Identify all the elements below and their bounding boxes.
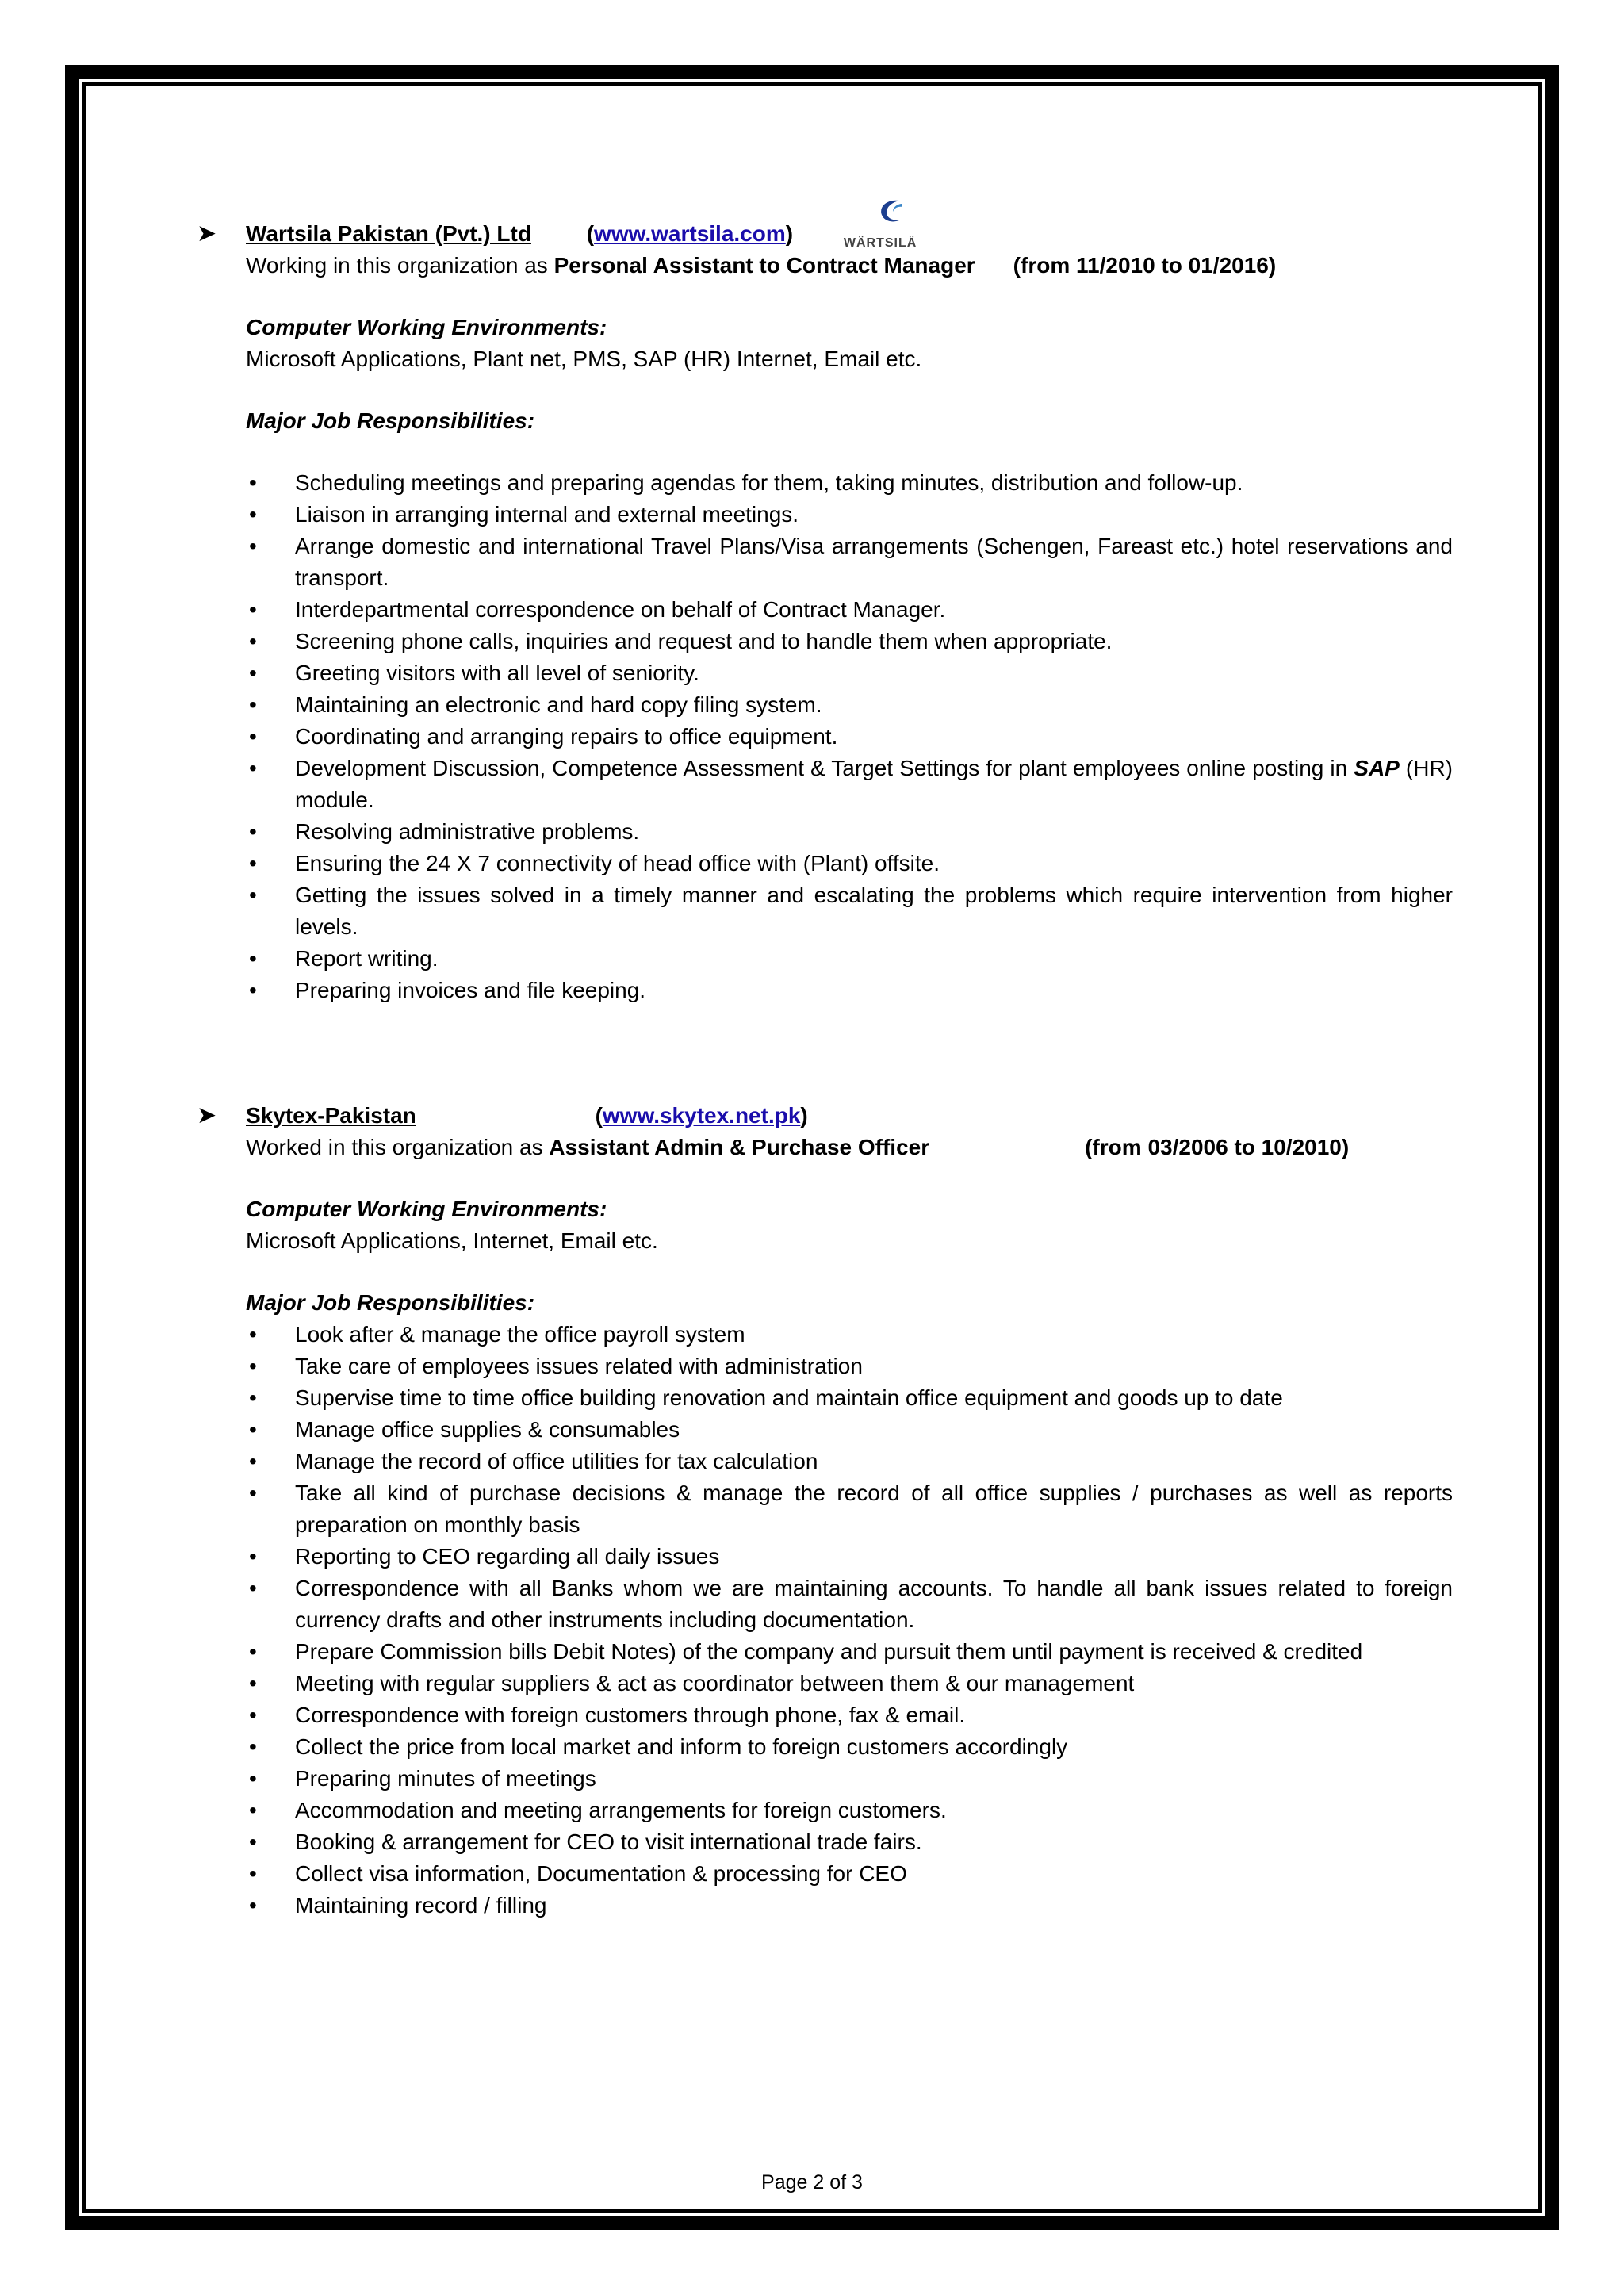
list-item: • Screening phone calls, inquiries and request and to handle them when appropriate. (246, 626, 1453, 657)
list-item: • Manage the record of office utilities for tax calculation (246, 1446, 1453, 1477)
list-item: • Correspondence with foreign customers through phone, fax & email. (246, 1699, 1453, 1731)
list-item: • Accommodation and meeting arrangements for foreign customers. (246, 1795, 1453, 1826)
env-text: Microsoft Applications, Internet, Email etc. (246, 1228, 658, 1253)
list-item: • Arrange domestic and international Travel Plans/Visa arrangements (Schengen, Fareast etc.) hotel reservations and transport. (246, 531, 1453, 594)
job-period: (from 03/2006 to 10/2010) (1085, 1135, 1350, 1159)
job-header (246, 1100, 1453, 1132)
list-item: • Meeting with regular suppliers & act as coordinator between them & our management (246, 1668, 1453, 1699)
company-website: (www.wartsila.com) (586, 221, 794, 246)
responsibility-list (246, 1319, 1453, 1921)
list-item: • Maintaining record / filling (246, 1890, 1453, 1921)
list-item: • Scheduling meetings and preparing agendas for them, taking minutes, distribution and follow-up. (246, 467, 1453, 499)
job-header (246, 218, 1453, 250)
arrow-bullet-icon: ➤ (197, 220, 217, 247)
responsibility-list (246, 467, 1453, 1006)
job-title: Personal Assistant to Contract Manager (553, 253, 975, 278)
list-item: • Take all kind of purchase decisions & manage the record of all office supplies / purchases as well as reports preparation on monthly basis (246, 1477, 1453, 1541)
list-item (246, 753, 1453, 816)
list-item-suffix: (HR) module. (295, 756, 1453, 812)
resp-heading: Major Job Responsibilities: (246, 408, 535, 433)
list-item-text: Development Discussion, Competence Assessment & Target Settings for plant employees online posting in (295, 756, 1354, 780)
list-item: • Collect visa information, Documentation & processing for CEO (246, 1858, 1453, 1890)
list-item: • Collect the price from local market and inform to foreign customers accordingly (246, 1731, 1453, 1763)
list-item: • Interdepartmental correspondence on behalf of Contract Manager. (246, 594, 1453, 626)
list-item: • Preparing invoices and file keeping. (246, 975, 1453, 1006)
list-item: • Report writing. (246, 943, 1453, 975)
list-item: • Reporting to CEO regarding all daily issues (246, 1541, 1453, 1573)
company-name: Wartsila Pakistan (Pvt.) Ltd (246, 221, 531, 246)
list-item: • Manage office supplies & consumables (246, 1414, 1453, 1446)
job-period: (from 11/2010 to 01/2016) (1013, 253, 1277, 278)
job-intro (246, 1132, 1453, 1163)
arrow-bullet-icon: ➤ (197, 1102, 217, 1128)
wartsila-logo-icon (875, 197, 912, 226)
list-item: • Getting the issues solved in a timely manner and escalating the problems which require intervention from higher levels. (246, 879, 1453, 943)
wartsila-logo (844, 218, 931, 250)
list-item: • Booking & arrangement for CEO to visit international trade fairs. (246, 1826, 1453, 1858)
list-item: • Coordinating and arranging repairs to office equipment. (246, 721, 1453, 753)
list-item: • Greeting visitors with all level of seniority. (246, 657, 1453, 689)
job-section-wartsila (197, 218, 1453, 1006)
list-item: • Look after & manage the office payroll system (246, 1319, 1453, 1351)
list-item: • Take care of employees issues related with administration (246, 1351, 1453, 1382)
company-website: (www.skytex.net.pk) (595, 1103, 808, 1128)
env-text: Microsoft Applications, Plant net, PMS, SAP (HR) Internet, Email etc. (246, 347, 922, 371)
list-item: • Liaison in arranging internal and external meetings. (246, 499, 1453, 531)
list-item: • Ensuring the 24 X 7 connectivity of head office with (Plant) offsite. (246, 848, 1453, 879)
list-item: • Prepare Commission bills Debit Notes) of the company and pursuit them until payment is received & credited (246, 1636, 1453, 1668)
website-link[interactable]: www.wartsila.com (594, 221, 786, 246)
wartsila-logo-text: WÄRTSILÄ (843, 236, 917, 250)
job-section-skytex (197, 1100, 1453, 1921)
list-item: • Maintaining an electronic and hard copy filing system. (246, 689, 1453, 721)
job-title: Assistant Admin & Purchase Officer (549, 1135, 930, 1159)
intro-text: Working in this organization as (246, 253, 554, 278)
sap-emphasis: SAP (1354, 756, 1400, 780)
company-name: Skytex-Pakistan (246, 1103, 416, 1128)
resume-content (197, 218, 1453, 1921)
list-item: • Preparing minutes of meetings (246, 1763, 1453, 1795)
env-heading: Computer Working Environments: (246, 315, 607, 339)
website-link[interactable]: www.skytex.net.pk (602, 1103, 801, 1128)
list-item: • Supervise time to time office building renovation and maintain office equipment and goods up to date (246, 1382, 1453, 1414)
env-heading: Computer Working Environments: (246, 1197, 607, 1221)
page-number: Page 2 of 3 (761, 2171, 863, 2193)
list-item: • Correspondence with all Banks whom we are maintaining accounts. To handle all bank issues related to foreign currency drafts and other instruments including documentation. (246, 1573, 1453, 1636)
list-item: • Resolving administrative problems. (246, 816, 1453, 848)
resp-heading: Major Job Responsibilities: (246, 1290, 535, 1315)
intro-text: Worked in this organization as (246, 1135, 550, 1159)
